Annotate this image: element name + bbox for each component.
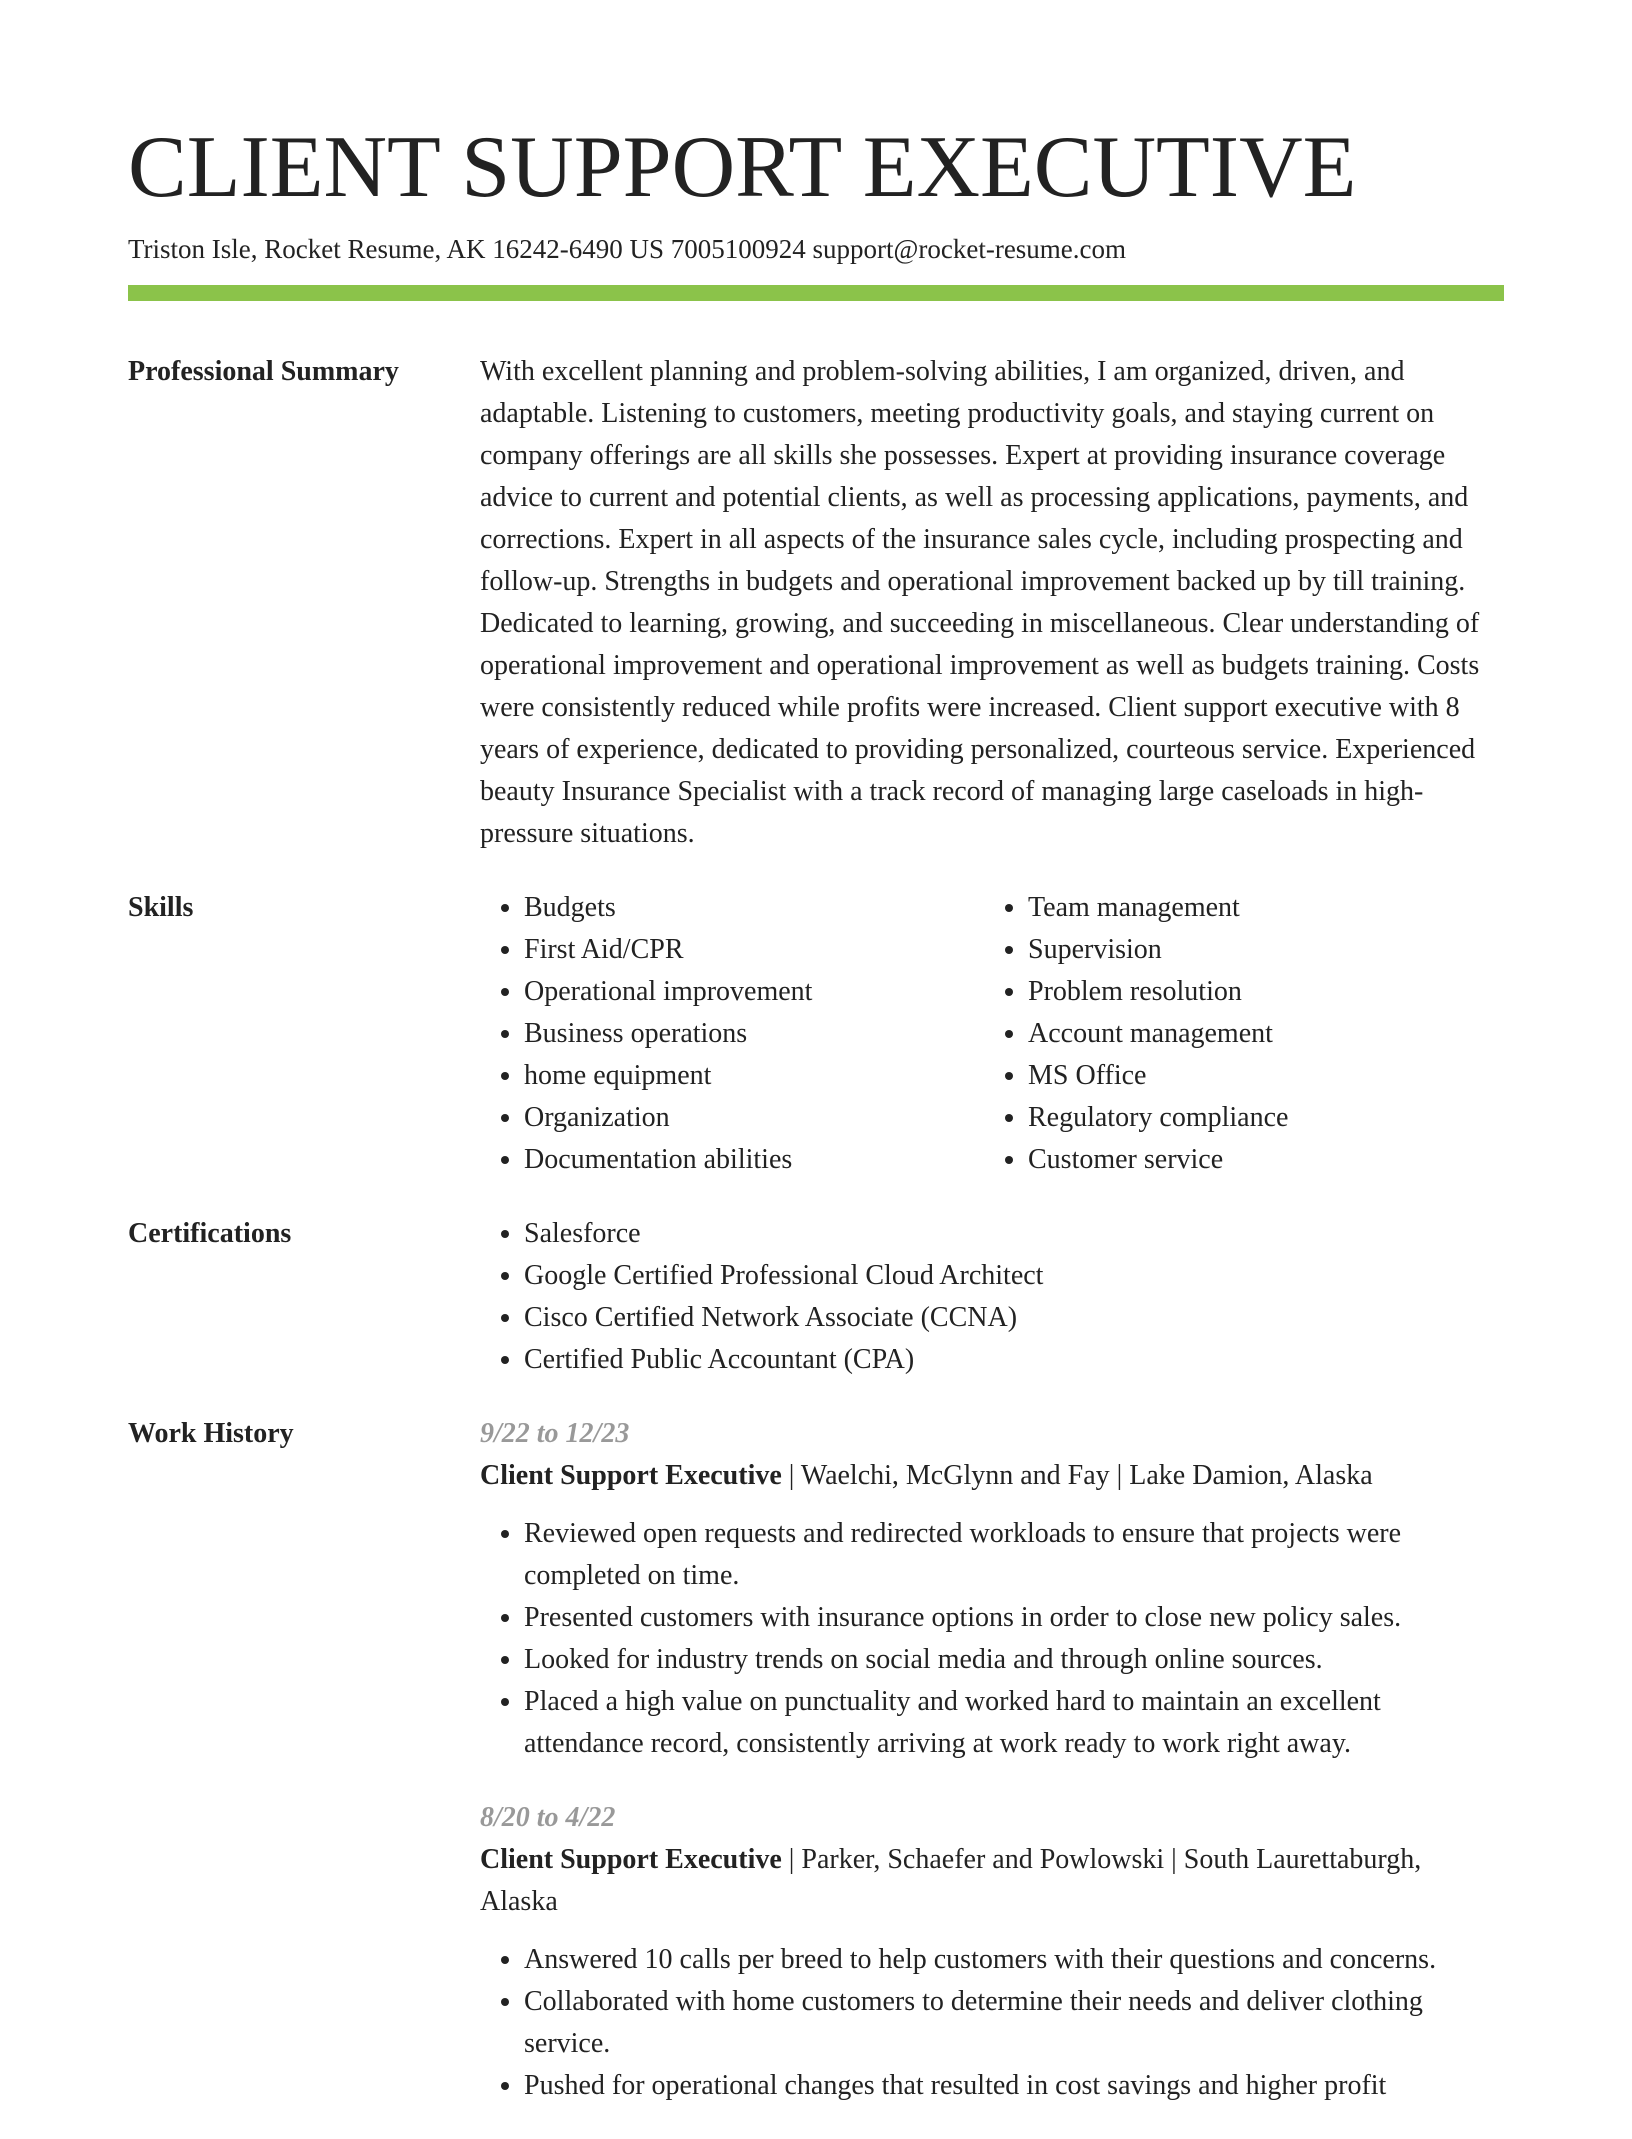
job-employer-location: | Waelchi, McGlynn and Fay | Lake Damion, Alaska xyxy=(781,1460,1373,1491)
job-bullet: • Looked for industry trends on social media and through online sources. xyxy=(524,1639,1504,1681)
summary-label: Professional Summary xyxy=(128,356,399,387)
skill-item: • Documentation abilities xyxy=(524,1139,984,1181)
summary-section xyxy=(128,351,1504,855)
job-bullet: • Pushed for operational changes that resulted in cost savings and higher profit xyxy=(524,2065,1504,2107)
skills-columns xyxy=(480,887,1504,1181)
work-history-section xyxy=(128,1413,1504,2139)
skill-item: • Business operations xyxy=(524,1013,984,1055)
certification-item: • Cisco Certified Network Associate (CCNA) xyxy=(524,1297,1504,1339)
work-history-body xyxy=(480,1413,1504,2139)
job-bullet: • Reviewed open requests and redirected workloads to ensure that projects were completed on time. xyxy=(524,1513,1504,1597)
certifications-label: Certifications xyxy=(128,1218,292,1249)
job-heading xyxy=(480,1455,1504,1497)
job-title: Client Support Executive xyxy=(480,1460,782,1491)
certifications-section xyxy=(128,1213,1504,1381)
contact-line: Triston Isle, Rocket Resume, AK 16242-6490 US 7005100924 support@rocket-resume.com xyxy=(128,234,1127,264)
certifications-body xyxy=(480,1213,1504,1381)
skills-list-right xyxy=(984,887,1488,1181)
certification-item: • Salesforce xyxy=(524,1213,1504,1255)
skills-body xyxy=(480,887,1504,1181)
skill-item: • Customer service xyxy=(1028,1139,1488,1181)
skill-item: • MS Office xyxy=(1028,1055,1488,1097)
work-history-label: Work History xyxy=(128,1418,294,1449)
skills-label: Skills xyxy=(128,892,194,923)
job-bullet: • Collaborated with home customers to determine their needs and deliver clothing service. xyxy=(524,1981,1504,2065)
skill-item: • Account management xyxy=(1028,1013,1488,1055)
skill-item: • Organization xyxy=(524,1097,984,1139)
job-dates: 9/22 to 12/23 xyxy=(480,1418,630,1449)
skills-section xyxy=(128,887,1504,1181)
job-employer-location: | Parker, Schaefer and Powlowski | South Laurettaburgh, Alaska xyxy=(480,1844,1422,1917)
job-bullet: • Presented customers with insurance options in order to close new policy sales. xyxy=(524,1597,1504,1639)
skills-list-left xyxy=(480,887,984,1181)
certification-item: • Google Certified Professional Cloud Architect xyxy=(524,1255,1504,1297)
skills-column-left xyxy=(480,887,984,1181)
summary-text: With excellent planning and problem-solving abilities, I am organized, driven, and adaptable. Listening to customers, meeting productivity goals, and staying current on company offerings are all skills she possesses. Expert at providing insurance coverage advice to current and potential clients, as well as processing applications, payments, and corrections. Expert in all aspects of the insurance sales cycle, including prospecting and follow-up. Strengths in budgets and operational improvement backed up by till training. Dedicated to learning, growing, and succeeding in miscellaneous. Clear understanding of operational improvement and operational improvement as well as budgets training. Costs were consistently reduced while profits were increased. Client support executive with 8 years of experience, dedicated to providing personalized, courteous service. Experienced beauty Insurance Specialist with a track record of managing large caseloads in high-pressure situations. xyxy=(480,356,1480,849)
skill-item: • Budgets xyxy=(524,887,984,929)
job-entry xyxy=(480,1797,1504,2107)
skills-column-right xyxy=(984,887,1488,1181)
job-entry xyxy=(480,1413,1504,1765)
job-dates: 8/20 to 4/22 xyxy=(480,1802,616,1833)
skill-item: • home equipment xyxy=(524,1055,984,1097)
job-bullet-list xyxy=(480,1939,1504,2107)
skill-item: • Supervision xyxy=(1028,929,1488,971)
job-title: Client Support Executive xyxy=(480,1844,782,1875)
job-bullet-list xyxy=(480,1513,1504,1765)
certifications-list xyxy=(480,1213,1504,1381)
skill-item: • Team management xyxy=(1028,887,1488,929)
skill-item: • First Aid/CPR xyxy=(524,929,984,971)
skill-item: • Regulatory compliance xyxy=(1028,1097,1488,1139)
skill-item: • Operational improvement xyxy=(524,971,984,1013)
resume-page xyxy=(128,0,1504,2139)
accent-divider xyxy=(128,285,1504,301)
job-bullet: • Answered 10 calls per breed to help customers with their questions and concerns. xyxy=(524,1939,1504,1981)
job-bullet: • Placed a high value on punctuality and worked hard to maintain an excellent attendance record, consistently arriving at work ready to work right away. xyxy=(524,1681,1504,1765)
summary-body xyxy=(480,351,1504,855)
certification-item: • Certified Public Accountant (CPA) xyxy=(524,1339,1504,1381)
resume-title: CLIENT SUPPORT EXECUTIVE xyxy=(128,119,1357,216)
job-heading xyxy=(480,1839,1504,1923)
skill-item: • Problem resolution xyxy=(1028,971,1488,1013)
